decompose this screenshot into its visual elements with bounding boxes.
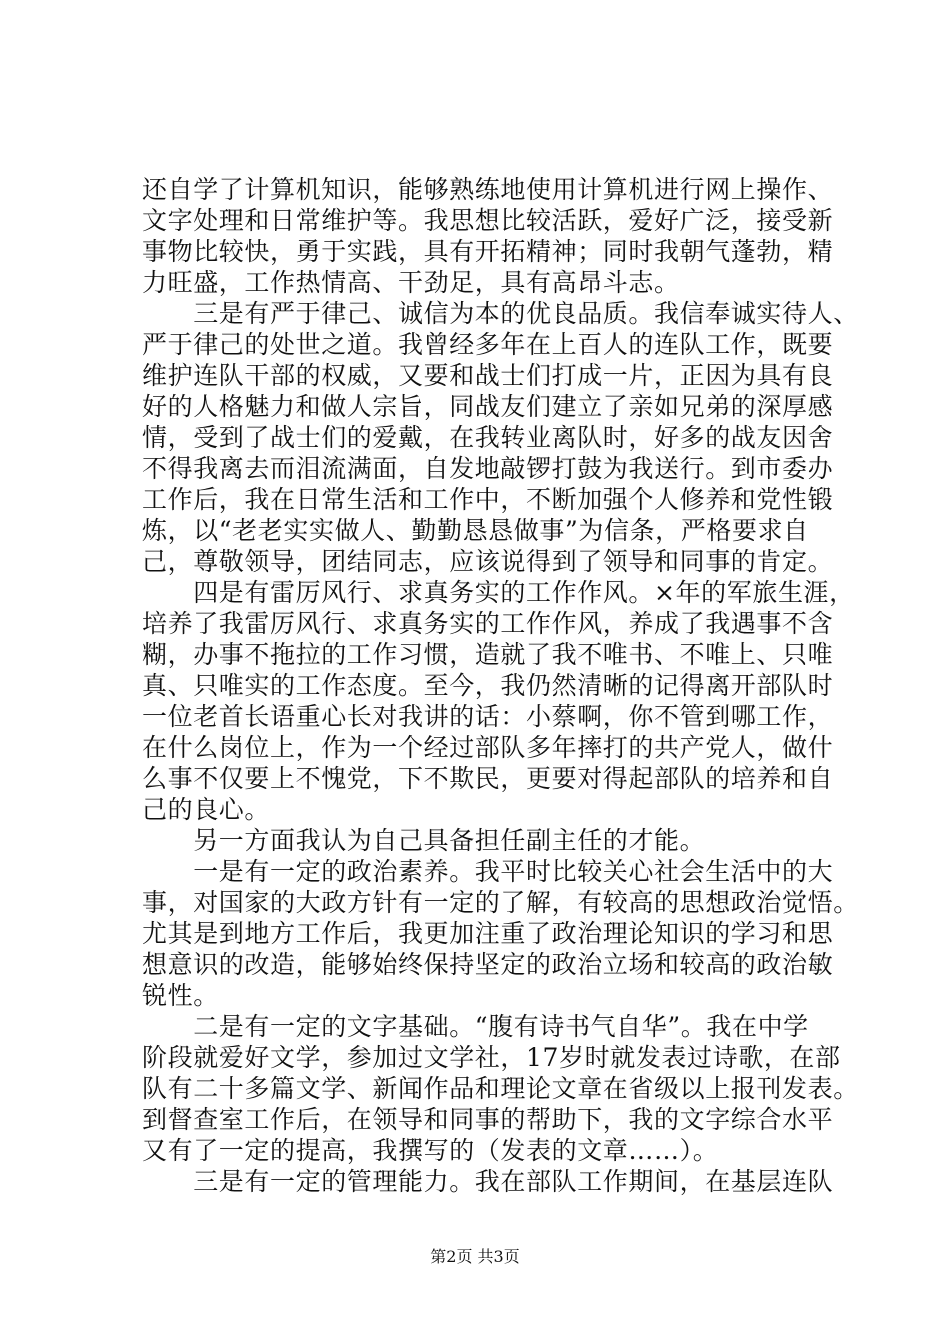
body-text — [142, 174, 859, 1197]
text-line: 好的人格魅力和做人宗旨，同战友们建立了亲如兄弟的深厚感 — [142, 392, 834, 421]
text-line: 文字处理和日常维护等。我思想比较活跃，爱好广泛，接受新 — [142, 206, 834, 235]
text-line: 阶段就爱好文学，参加过文学社，17岁时就发表过诗歌，在部 — [142, 1043, 841, 1072]
page-number-footer: 第2页 共3页 — [430, 1247, 520, 1266]
text-line: 到督查室工作后，在领导和同事的帮助下，我的文字综合水平 — [142, 1105, 834, 1134]
text-line: 糊，办事不拖拉的工作习惯，造就了我不唯书、不唯上、只唯 — [142, 640, 834, 669]
text-line: 四是有雷厉风行、求真务实的工作作风。×年的军旅生涯， — [142, 578, 855, 607]
text-line: 三是有一定的管理能力。我在部队工作期间，在基层连队 — [142, 1167, 834, 1196]
text-line: 又有了一定的提高，我撰写的（发表的文章……）。 — [142, 1136, 719, 1165]
text-line: 己，尊敬领导，团结同志，应该说得到了领导和同事的肯定。 — [142, 547, 834, 576]
text-line: 力旺盛，工作热情高、干劲足，具有高昂斗志。 — [142, 268, 680, 297]
text-line: 么事不仅要上不愧党，下不欺民，更要对得起部队的培养和自 — [142, 764, 834, 793]
text-line: 在什么岗位上，作为一个经过部队多年摔打的共产党人，做什 — [142, 733, 834, 762]
text-line: 队有二十多篇文学、新闻作品和理论文章在省级以上报刊发表。 — [142, 1074, 859, 1103]
text-line: 真、只唯实的工作态度。至今，我仍然清晰的记得离开部队时 — [142, 671, 834, 700]
text-line: 不得我离去而泪流满面，自发地敲锣打鼓为我送行。到市委办 — [142, 454, 834, 483]
text-line: 事，对国家的大政方针有一定的了解，有较高的思想政治觉悟。 — [142, 888, 859, 917]
text-line: 情，受到了战士们的爱戴，在我转业离队时，好多的战友因舍 — [142, 423, 834, 452]
text-line: 一位老首长语重心长对我讲的话：小蔡啊，你不管到哪工作， — [142, 702, 834, 731]
text-line: 尤其是到地方工作后，我更加注重了政治理论知识的学习和思 — [142, 919, 834, 948]
text-line: 事物比较快，勇于实践，具有开拓精神；同时我朝气蓬勃，精 — [142, 237, 834, 266]
text-line: 锐性。 — [142, 981, 219, 1010]
text-line: 培养了我雷厉风行、求真务实的工作作风，养成了我遇事不含 — [142, 609, 834, 638]
text-line: 另一方面我认为自己具备担任副主任的才能。 — [142, 826, 706, 855]
text-line: 严于律己的处世之道。我曾经多年在上百人的连队工作，既要 — [142, 330, 834, 359]
text-line: 工作后，我在日常生活和工作中，不断加强个人修养和党性锻 — [142, 485, 834, 514]
text-line: 还自学了计算机知识，能够熟练地使用计算机进行网上操作、 — [142, 175, 834, 204]
text-line: 想意识的改造，能够始终保持坚定的政治立场和较高的政治敏 — [142, 950, 834, 979]
text-line: 三是有严于律己、诚信为本的优良品质。我信奉诚实待人、 — [142, 299, 859, 328]
text-line: 二是有一定的文字基础。“腹有诗书气自华”。我在中学 — [142, 1012, 809, 1041]
text-line: 一是有一定的政治素养。我平时比较关心社会生活中的大 — [142, 857, 834, 886]
text-line: 维护连队干部的权威，又要和战士们打成一片，正因为具有良 — [142, 361, 834, 390]
text-line: 炼，以“老老实实做人、勤勤恳恳做事”为信条，严格要求自 — [142, 516, 809, 545]
text-line: 己的良心。 — [142, 795, 271, 824]
